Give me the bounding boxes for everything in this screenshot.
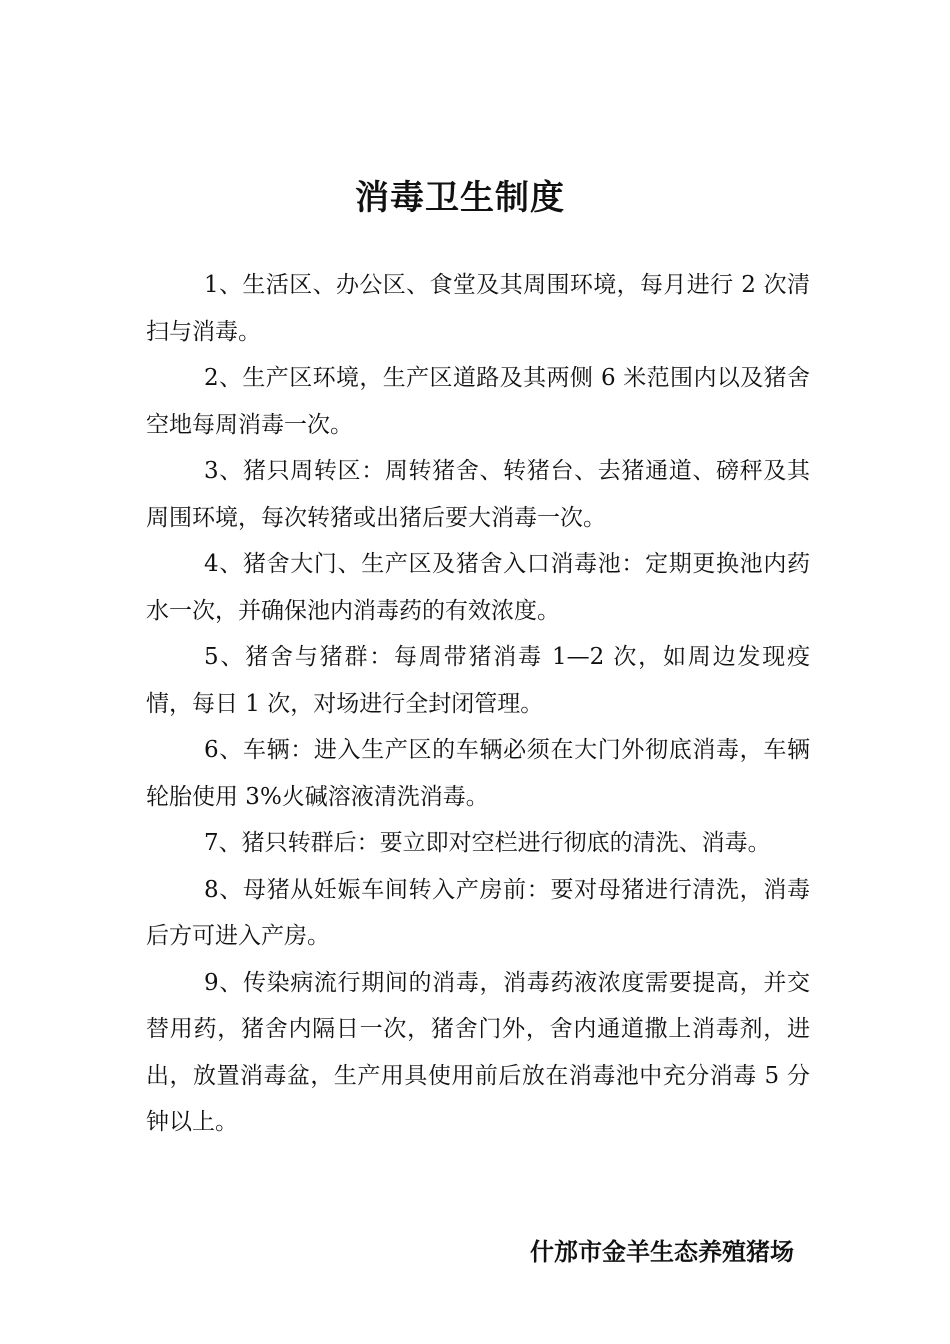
- document-body: [146, 262, 810, 1146]
- document-title: 消毒卫生制度: [355, 178, 565, 218]
- paragraph-4: 4、猪舍大门、生产区及猪舍入口消毒池：定期更换池内药水一次，并确保池内消毒药的有效浓度。: [146, 551, 810, 624]
- paragraph-9: 9、传染病流行期间的消毒，消毒药液浓度需要提高，并交替用药，猪舍内隔日一次，猪舍门外，舍内通道撒上消毒剂，进出，放置消毒盆，生产用具使用前后放在消毒池中充分消毒 5 分钟以上。: [146, 969, 810, 1135]
- paragraph-2: 2、生产区环境，生产区道路及其两侧 6 米范围内以及猪舍空地每周消毒一次。: [146, 365, 810, 438]
- paragraph-8: 8、母猪从妊娠车间转入产房前：要对母猪进行清洗，消毒后方可进入产房。: [146, 876, 810, 949]
- paragraph-6: 6、车辆：进入生产区的车辆必须在大门外彻底消毒，车辆轮胎使用 3%火碱溶液清洗消毒。: [146, 737, 810, 810]
- paragraph-1: 1、生活区、办公区、食堂及其周围环境，每月进行 2 次清扫与消毒。: [146, 272, 810, 345]
- signature: 什邡市金羊生态养殖猪场: [530, 1238, 794, 1266]
- paragraph-5: 5、猪舍与猪群：每周带猪消毒 1—2 次，如周边发现疫情，每日 1 次，对场进行全封闭管理。: [146, 644, 810, 717]
- paragraph-3: 3、猪只周转区：周转猪舍、转猪台、去猪通道、磅秤及其周围环境，每次转猪或出猪后要大消毒一次。: [146, 458, 810, 531]
- paragraph-7: 7、猪只转群后：要立即对空栏进行彻底的清洗、消毒。: [204, 830, 771, 856]
